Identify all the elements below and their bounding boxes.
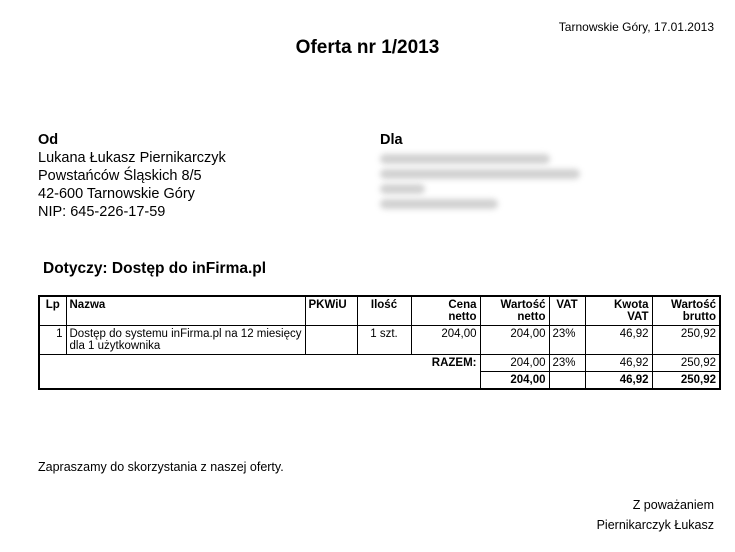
items-table [38, 295, 721, 390]
col-vat-amount: Kwota VAT [585, 296, 652, 326]
seller-street: Powstańców Śląskich 8/5 [38, 168, 202, 184]
row-vat-amount: 46,92 [585, 326, 652, 355]
buyer-label: Dla [380, 132, 403, 148]
summary-vat-amount: 46,92 [585, 355, 652, 372]
regards-text: Z poważaniem [632, 498, 714, 512]
col-lp: Lp [39, 296, 66, 326]
row-vat: 23% [549, 326, 585, 355]
redacted-buyer-city [380, 199, 498, 209]
total-gross: 250,92 [652, 372, 720, 390]
col-gross: Wartość brutto [652, 296, 720, 326]
total-vat-empty [549, 372, 585, 390]
col-name: Nazwa [66, 296, 305, 326]
place-date: Tarnowskie Góry, 17.01.2013 [558, 20, 714, 34]
seller-block [38, 131, 226, 221]
summary-vat: 23% [549, 355, 585, 372]
redacted-buyer-line [380, 169, 580, 179]
row-gross: 250,92 [652, 326, 720, 355]
document-title: Oferta nr 1/2013 [295, 37, 440, 58]
col-pkwiu: PKWiU [305, 296, 357, 326]
row-name: Dostęp do systemu inFirma.pl na 12 miesięcy dla 1 użytkownika [66, 326, 305, 355]
row-qty: 1 szt. [357, 326, 411, 355]
seller-label: Od [38, 132, 59, 148]
row-lp: 1 [39, 326, 66, 355]
seller-nip: NIP: 645-226-17-59 [38, 204, 166, 220]
summary-gross: 250,92 [652, 355, 720, 372]
row-net: 204,00 [480, 326, 549, 355]
signer-name: Piernikarczyk Łukasz [596, 518, 714, 532]
table-row [39, 326, 720, 355]
col-qty: Ilość [357, 296, 411, 326]
redacted-buyer-name [380, 154, 550, 164]
row-price: 204,00 [411, 326, 480, 355]
row-pkwiu [305, 326, 357, 355]
total-vat-amount: 46,92 [585, 372, 652, 390]
seller-name: Lukana Łukasz Piernikarczyk [38, 150, 226, 166]
total-net: 204,00 [480, 372, 549, 390]
table-header-row [39, 296, 720, 326]
summary-net: 204,00 [480, 355, 549, 372]
col-price: Cena netto [411, 296, 480, 326]
totals-spacer [39, 372, 480, 390]
summary-row [39, 355, 720, 372]
redacted-buyer-street [380, 184, 425, 194]
col-net: Wartość netto [480, 296, 549, 326]
col-vat: VAT [549, 296, 585, 326]
closing-text: Zapraszamy do skorzystania z naszej oferty. [38, 460, 284, 474]
subject: Dotyczy: Dostęp do inFirma.pl [43, 260, 267, 277]
buyer-block [380, 131, 580, 212]
seller-city: 42-600 Tarnowskie Góry [38, 186, 195, 202]
summary-label: RAZEM: [39, 355, 480, 372]
totals-row [39, 372, 720, 390]
